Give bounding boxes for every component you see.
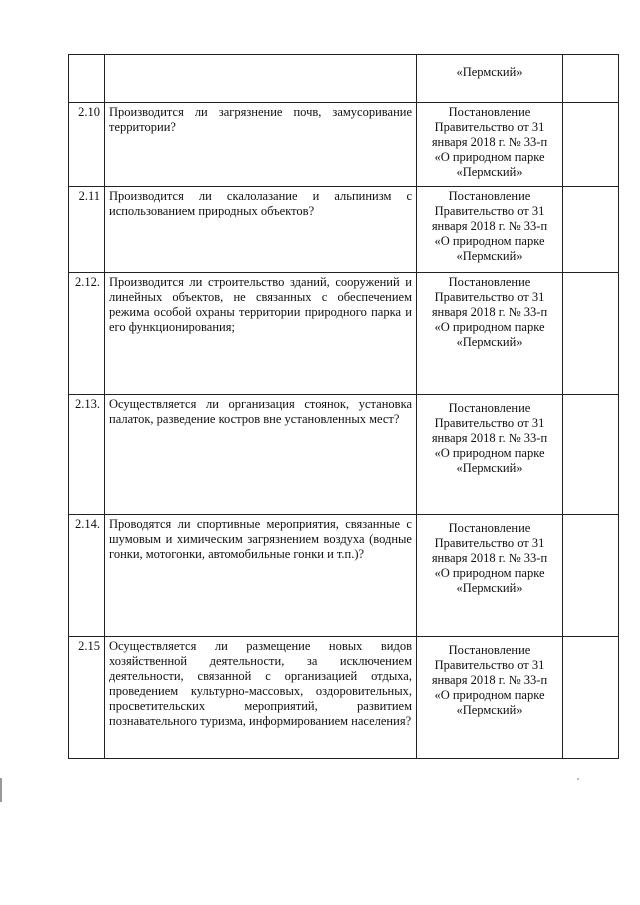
reference-line: Правительство от 31 [434, 120, 545, 134]
empty-cell [563, 273, 619, 395]
reference-cell [417, 395, 563, 515]
empty-cell [563, 515, 619, 637]
row-number-cell [69, 55, 105, 103]
table-row [69, 515, 619, 637]
reference-line: Правительство от 31 [434, 536, 545, 550]
question-cell: Осуществляется ли организация стоянок, установка палаток, разведение костров вне установленных мест? [105, 395, 417, 515]
scan-edge-mark [0, 778, 2, 802]
reference-line: Постановление [448, 643, 531, 657]
reference-line: Правительство от 31 [434, 290, 545, 304]
empty-cell [563, 187, 619, 273]
table-row [69, 103, 619, 187]
reference-line: «О природном парке [434, 566, 545, 580]
question-cell [105, 55, 417, 103]
row-number-cell: 2.13. [69, 395, 105, 515]
reference-line: «Пермский» [456, 165, 523, 179]
reference-line: Правительство от 31 [434, 416, 545, 430]
table-row [69, 637, 619, 759]
reference-line: Постановление [448, 401, 531, 415]
reference-cell [417, 55, 563, 103]
reference-cell [417, 187, 563, 273]
empty-cell [563, 637, 619, 759]
table-row [69, 273, 619, 395]
empty-cell [563, 395, 619, 515]
reference-line: «О природном парке [434, 234, 545, 248]
reference-line: «О природном парке [434, 320, 545, 334]
reference-line: «Пермский» [456, 249, 523, 263]
table-row [69, 395, 619, 515]
row-number-cell: 2.14. [69, 515, 105, 637]
reference-line: «Пермский» [456, 581, 523, 595]
scan-speck [577, 778, 579, 780]
reference-line: «О природном парке [434, 688, 545, 702]
reference-line: января 2018 г. № 33-п [431, 551, 548, 565]
reference-line: Постановление [448, 189, 531, 203]
reference-line: «Пермский» [456, 461, 523, 475]
reference-line: января 2018 г. № 33-п [431, 673, 548, 687]
question-cell: Проводятся ли спортивные мероприятия, связанные с шумовым и химическим загрязнением воздуха (водные гонки, мотогонки, автомобильные гонки и т.п.)? [105, 515, 417, 637]
reference-cell [417, 103, 563, 187]
reference-line: января 2018 г. № 33-п [431, 431, 548, 445]
reference-cell [417, 515, 563, 637]
table-row [69, 187, 619, 273]
question-cell: Осуществляется ли размещение новых видов хозяйственной деятельности, за исключением деятельности, связанной с организацией отдыха, проведением культурно-массовых, оздоровительных, просветительских мероприятий, развитием познавательного туризма, информированием населения? [105, 637, 417, 759]
reference-line: Правительство от 31 [434, 204, 545, 218]
question-cell: Производится ли строительство зданий, сооружений и линейных объектов, не связанных с обеспечением режима особой охраны территории природного парка и его функционирования; [105, 273, 417, 395]
reference-line: «Пермский» [456, 703, 523, 717]
reference-line: «Пермский» [456, 65, 523, 79]
reference-line: января 2018 г. № 33-п [431, 135, 548, 149]
empty-cell [563, 55, 619, 103]
row-number-cell: 2.10 [69, 103, 105, 187]
reference-line: Правительство от 31 [434, 658, 545, 672]
reference-line: Постановление [448, 521, 531, 535]
reference-line: января 2018 г. № 33-п [431, 219, 548, 233]
reference-line: Постановление [448, 275, 531, 289]
question-cell: Производится ли скалолазание и альпинизм с использованием природных объектов? [105, 187, 417, 273]
regulation-table [68, 54, 619, 759]
reference-cell [417, 637, 563, 759]
row-number-cell: 2.15 [69, 637, 105, 759]
table-row [69, 55, 619, 103]
reference-line: «Пермский» [456, 335, 523, 349]
reference-line: Постановление [448, 105, 531, 119]
empty-cell [563, 103, 619, 187]
question-cell: Производится ли загрязнение почв, замусоривание территории? [105, 103, 417, 187]
reference-line: «О природном парке [434, 446, 545, 460]
reference-line: «О природном парке [434, 150, 545, 164]
row-number-cell: 2.11 [69, 187, 105, 273]
row-number-cell: 2.12. [69, 273, 105, 395]
reference-line: января 2018 г. № 33-п [431, 305, 548, 319]
reference-cell [417, 273, 563, 395]
